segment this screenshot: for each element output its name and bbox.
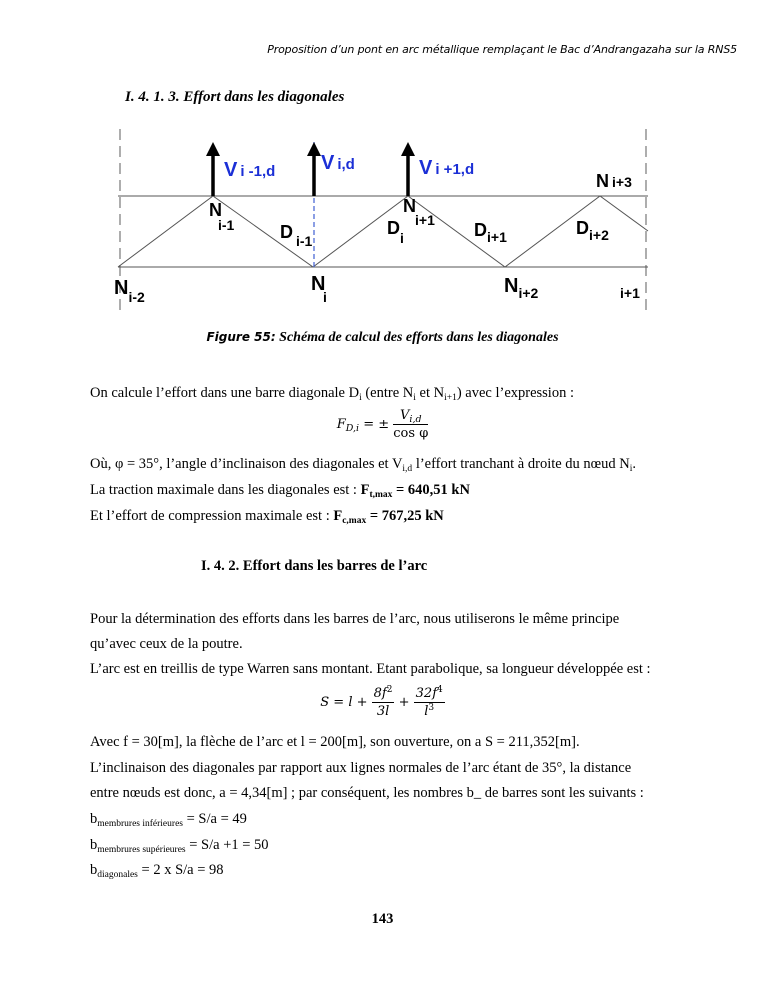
page-number: 143 (371, 911, 394, 927)
d-label-i: $D_i$ (387, 218, 404, 246)
equation-diagonal-force: $F_{D,i}$ = ± $\frac{V_{i,d}}{\text{cos φ}}$ (336, 408, 429, 441)
fraction: $\frac{V_{i,d}}{\text{cos φ}}$ (393, 408, 429, 441)
paragraph-4: Et l’effort de compression maximale est : $F_{c,max} = 767,25$ kN (90, 508, 444, 526)
section-title: I. 4. 2. Effort dans les barres de l’arc (201, 558, 428, 574)
fraction-2: $\frac{32f^4}{l^3}$ (415, 685, 443, 719)
end-label: i+1 (620, 285, 640, 301)
paragraph-10: entre nœuds est donc, a = 4,34[m] ; par conséquent, les nombres b_ de barres sont les suivants : (90, 785, 644, 801)
n-label-i-minus-1: N i-1 (209, 200, 235, 233)
v-label-left: V i -1,d (224, 159, 276, 181)
paragraph-1: On calcule l’effort dans une barre diagonale $D_i$ (entre $N_i$ et $N_{i+1}$) avec l’expression : (90, 385, 574, 403)
paragraph-7: L’arc est en treillis de type Warren sans montant. Etant parabolique, sa longueur développée est : (90, 661, 651, 677)
bar-count-upper-chords: $b_{membrures supérieures} = S/a +1 = 50$ (90, 837, 269, 855)
paragraph-5: Pour la détermination des efforts dans les barres de l’arc, nous utiliserons le même principe (90, 611, 620, 627)
diagonals (118, 196, 648, 267)
paragraph-3: La traction maximale dans les diagonales est : $F_{t,max} = 640,51$ kN (90, 482, 470, 500)
shear-arrow-left (206, 142, 220, 196)
n-label-i-plus-1: Ni+1 (403, 196, 435, 228)
paragraph-6: qu’avec ceux de la poutre. (90, 636, 243, 652)
paragraph-8: Avec f = 30[m], la flèche de l’arc et l = 200[m], son ouverture, on a S = 211,352[m]. (90, 734, 580, 750)
bar-count-lower-chords: $b_{membrures inférieures} = S/a = 49$ (90, 811, 247, 829)
figure-caption: Figure 55: Schéma de calcul des efforts dans les diagonales (206, 330, 559, 345)
d-label-i-plus-2: $D_{i+2}$ (576, 218, 609, 243)
v-label-right: V i +1,d (419, 157, 475, 179)
running-header: Proposition d’un pont en arc métallique remplaçant le Bac d’Andrangazaha sur la RNS5 (267, 43, 737, 56)
equation-arc-length: S = l + $\frac{8f^2}{3l}$ + $\frac{32f^4}{l^3}$ (320, 685, 443, 719)
n-label-i-minus-2: $N_{i-2}$ (114, 277, 145, 305)
n-label-i: N i (311, 273, 327, 305)
paragraph-2: Où, φ = 35°, l’angle d’inclinaison des diagonales et $V_{i,d}$ l’effort tranchant à droite du nœud $N_i$. (90, 456, 637, 474)
paragraph-9: L’inclinaison des diagonales par rapport aux lignes normales de l’arc étant de 35°, la distance (90, 760, 632, 776)
subsection-title: I. 4. 1. 3. Effort dans les diagonales (125, 89, 345, 105)
truss-diagram (108, 124, 653, 319)
n-label-i-plus-3: N i+3 (596, 171, 632, 191)
shear-arrow-right (401, 142, 415, 196)
shear-arrow-middle (307, 142, 321, 196)
bar-count-diagonals: $b_{diagonales} = 2$ x S/a = 98 (90, 862, 224, 880)
fraction-1: $\frac{8f^2}{3l}$ (373, 685, 393, 719)
v-label-middle: V i,d (321, 152, 355, 174)
d-label-i-minus-1: D $_{i-1}$ (280, 222, 313, 249)
n-label-i-plus-2: $N_{i+2}$ (504, 275, 539, 301)
d-label-i-plus-1: $D_{i+1}$ (474, 220, 507, 245)
